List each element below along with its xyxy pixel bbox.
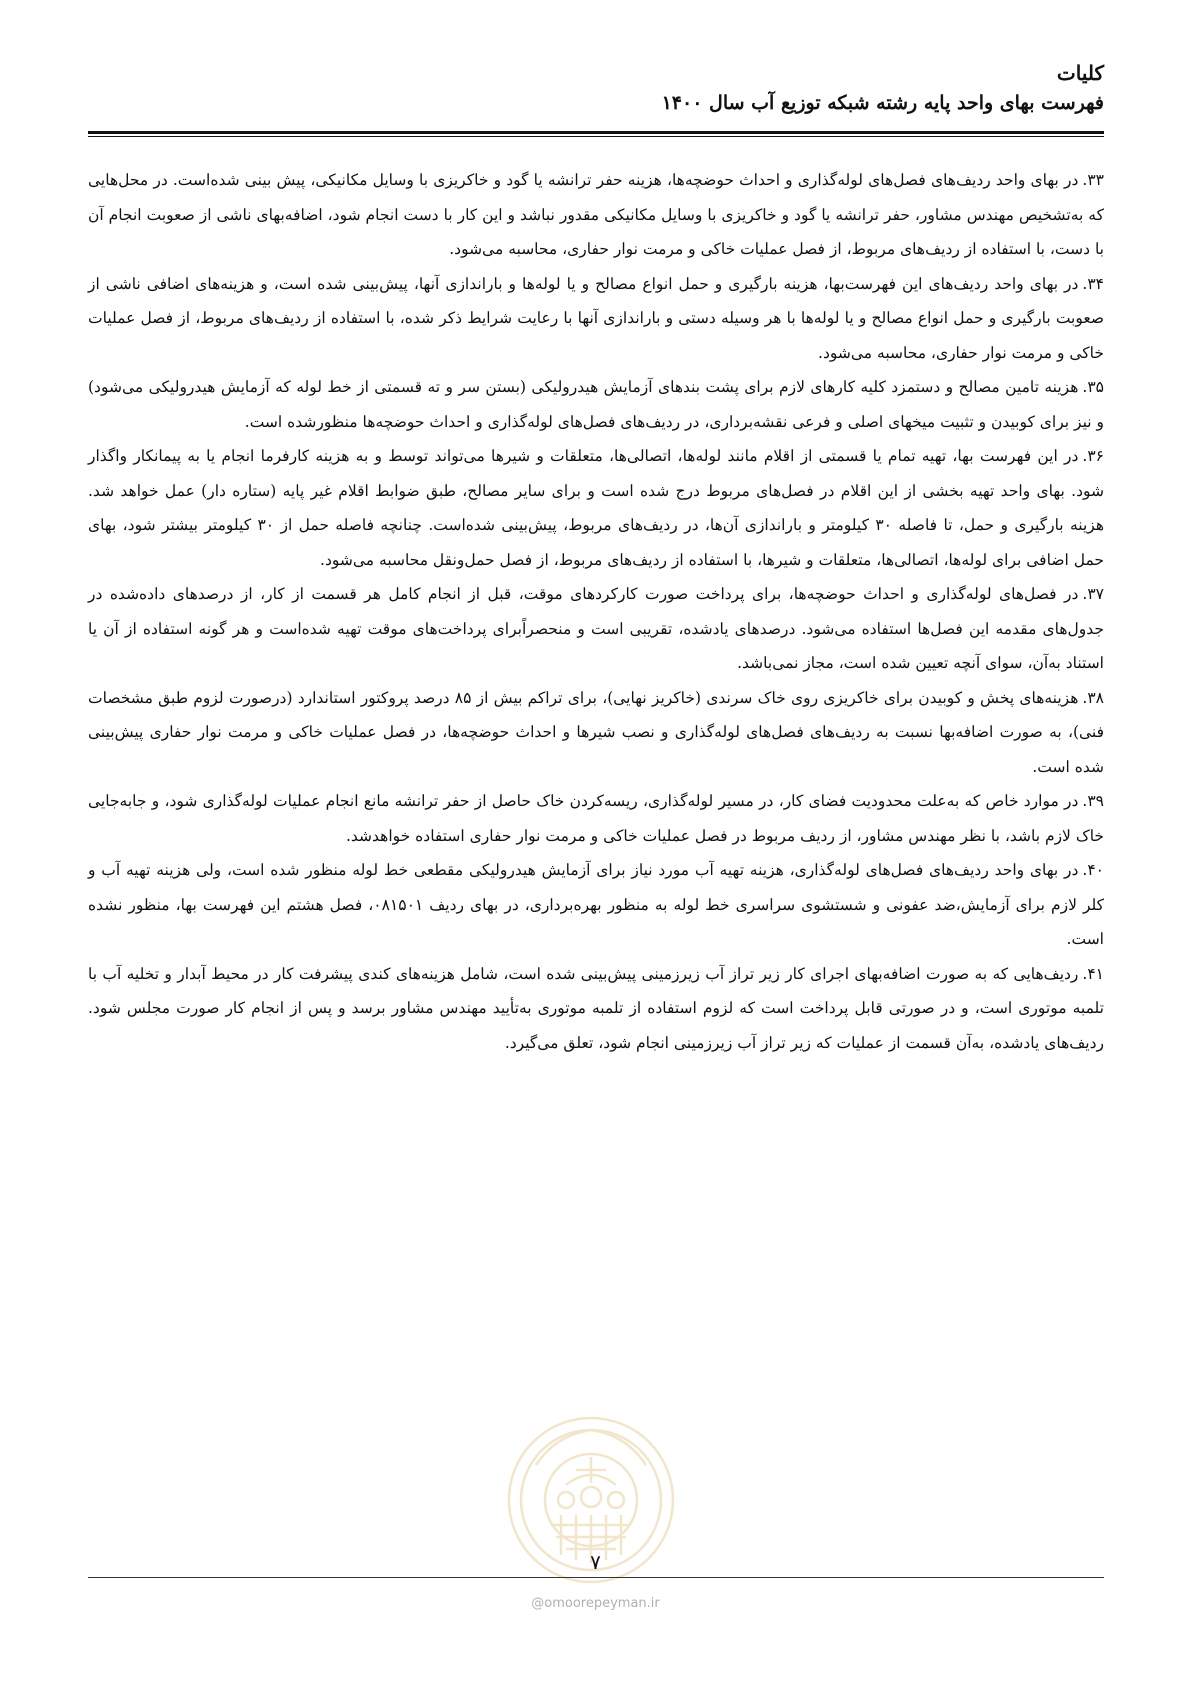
- clause-number: ۳۶.: [1082, 447, 1104, 465]
- clause-number: ۳۳.: [1082, 171, 1104, 189]
- clause-number: ۳۵.: [1082, 378, 1104, 396]
- footer-divider: [88, 1577, 1104, 1578]
- clause-text: در موارد خاص که به‌علت محدودیت فضای کار، در مسیر لوله‌گذاری، ریسه‌کردن خاک حاصل از حفر ترانشه مانع انجام عملیات لوله‌گذاری شود، و جابه‌جایی خاک لازم باشد، با نظر مهندس مشاور، از ردیف مربوط در فصل عملیات خاکی و مرمت نوار حفاری استفاده خواهدشد.: [88, 792, 1104, 845]
- clause-text: در بهای واحد ردیف‌های فصل‌های لوله‌گذاری، هزینه تهیه آب مورد نیاز برای آزمایش هیدرولیکی مقطعی خط لوله منظور شده است، ولی هزینه تهیه آب و کلر لازم برای آزمایش،ضد عفونی و شستشوی سراسری خط لوله به منظور بهره‌برداری، در بهای ردیف ۰۸۱۵۰۱، فصل هشتم این فهرست بها، منظور نشده است.: [88, 861, 1105, 948]
- clause-37: [88, 577, 1104, 681]
- page-header: [104, 58, 1104, 118]
- clause-number: ۳۴.: [1082, 274, 1104, 293]
- clause-36: [88, 439, 1104, 577]
- clause-text: ردیف‌هایی که به صورت اضافه‌بهای اجرای کار زیر تراز آب زیرزمینی پیش‌بینی شده است، شامل هزینه‌های کندی پیشرفت کار در محیط آبدار و تخلیه آب با تلمبه موتوری است، و در صورتی قابل پرداخت است که لزوم استفاده از تلمبه موتوری به‌تأیید مهندس مشاور برسد و پس از انجام کار صورت مجلس شود. ردیف‌های یادشده، به‌آن قسمت از عملیات که زیر تراز آب زیرزمینی انجام شود، تعلق می‌گیرد.: [88, 964, 1104, 1052]
- clause-39: [88, 784, 1104, 853]
- clause-number: ۳۸.: [1082, 688, 1104, 707]
- clause-40: [88, 853, 1104, 957]
- clause-text: در بهای واحد ردیف‌های فصل‌های لوله‌گذاری و احداث حوضچه‌ها، هزینه حفر ترانشه یا گود و خاکریزی با وسایل مکانیکی، پیش بینی شده‌است. در محل‌هایی که به‌تشخیص مهندس مشاور، حفر ترانشه یا گود و خاکریزی با وسایل مکانیکی مقدور نباشد و این کار با دست انجام شود، اضافه‌بهای ناشی از صعوبت انجام آن با دست، با استفاده از ردیف‌های مربوط، از فصل عملیات خاکی و مرمت نوار حفاری، محاسبه می‌شود.: [88, 171, 1104, 258]
- clause-number: ۴۱.: [1082, 964, 1104, 983]
- section-title: کلیات: [1056, 61, 1104, 85]
- clause-text: در این فهرست بها، تهیه تمام یا قسمتی از اقلام مانند لوله‌ها، اتصالی‌ها، متعلقات و شیرها می‌تواند توسط و به هزینه کارفرما انجام یا به پیمانکار واگذار شود. بهای واحد تهیه بخشی از این اقلام در فصل‌های مربوط درج شده است و برای سایر مصالح، طبق ضوابط اقلام غیر پایه (ستاره دار) عمل خواهد شد. هزینه بارگیری و حمل، تا فاصله ۳۰ کیلومتر و باراندازی آن‌ها، در ردیف‌های مربوط، پیش‌بینی شده‌است. چنانچه فاصله حمل از ۳۰ کیلومتر بیشتر شود، بهای حمل اضافی برای لوله‌ها، اتصالی‌ها، متعلقات و شیرها، با استفاده از ردیف‌های مربوط، از فصل حمل‌ونقل محاسبه می‌شود.: [88, 447, 1104, 569]
- clause-35: [88, 370, 1104, 439]
- document-title: فهرست بهای واحد پایه رشته شبکه توزیع آب سال ۱۴۰۰: [661, 92, 1104, 114]
- watermark-url: @omoorepeyman.ir: [531, 1596, 660, 1611]
- clause-text: هزینه‌های پخش و کوبیدن برای خاکریزی روی خاک سرندی (خاکریز نهایی)، برای تراکم بیش از ۸۵ درصد پروکتور استاندارد (درصورت لزوم طبق مشخصات فنی)، به صورت اضافه‌بها نسبت به ردیف‌های فصل‌های لوله‌گذاری و نصب شیرها و احداث حوضچه‌ها، در فصل عملیات خاکی و مرمت نوار حفاری پیش‌بینی شده است.: [88, 688, 1104, 776]
- header-divider-thick: [88, 131, 1104, 134]
- clause-number: ۳۷.: [1082, 585, 1104, 603]
- clause-number: ۳۹.: [1082, 792, 1104, 810]
- clause-38: [88, 681, 1104, 785]
- clause-text: در بهای واحد ردیف‌های این فهرست‌بها، هزینه بارگیری و حمل انواع مصالح و یا لوله‌ها و باراندازی آنها، پیش‌بینی شده است، و هزینه‌های اضافی ناشی از صعوبت بارگیری و حمل انواع مصالح و یا لوله‌ها با هر وسیله دستی و باراندازی آنها با رعایت شرایط ذکر شده، با استفاده از ردیف‌های مربوط، از فصل عملیات خاکی و مرمت نوار حفاری، محاسبه می‌شود.: [88, 274, 1104, 362]
- clause-34: [88, 267, 1104, 371]
- clause-41: [88, 957, 1104, 1061]
- clause-text: هزینه تامین مصالح و دستمزد کلیه کارهای لازم برای پشت بندهای آزمایش هیدرولیکی (بستن سر و ته قسمتی از خط لوله که آزمایش هیدرولیکی می‌شود) و نیز برای کوبیدن و تثبیت میخهای اصلی و فرعی نقشه‌برداری، در ردیف‌های فصل‌های لوله‌گذاری و احداث حوضچه‌ها منظورشده است.: [88, 378, 1104, 431]
- clause-number: ۴۰.: [1082, 861, 1104, 879]
- clause-text: در فصل‌های لوله‌گذاری و احداث حوضچه‌ها، برای پرداخت صورت کارکردهای موقت، قبل از انجام کامل هر قسمت از کار، از درصدهای داده‌شده در جدول‌های مقدمه این فصل‌ها استفاده می‌شود. درصدهای یادشده، تقریبی است و منحصراًبرای پرداخت‌های موقت تهیه شده‌است و هر گونه استفاده از آن یا استناد به‌آن، سوای آنچه تعیین شده است، مجاز نمی‌باشد.: [88, 585, 1104, 672]
- body-text: [88, 163, 1104, 1060]
- clause-33: [88, 163, 1104, 267]
- page-number: ۷: [590, 1550, 601, 1574]
- header-divider-thin: [88, 136, 1104, 137]
